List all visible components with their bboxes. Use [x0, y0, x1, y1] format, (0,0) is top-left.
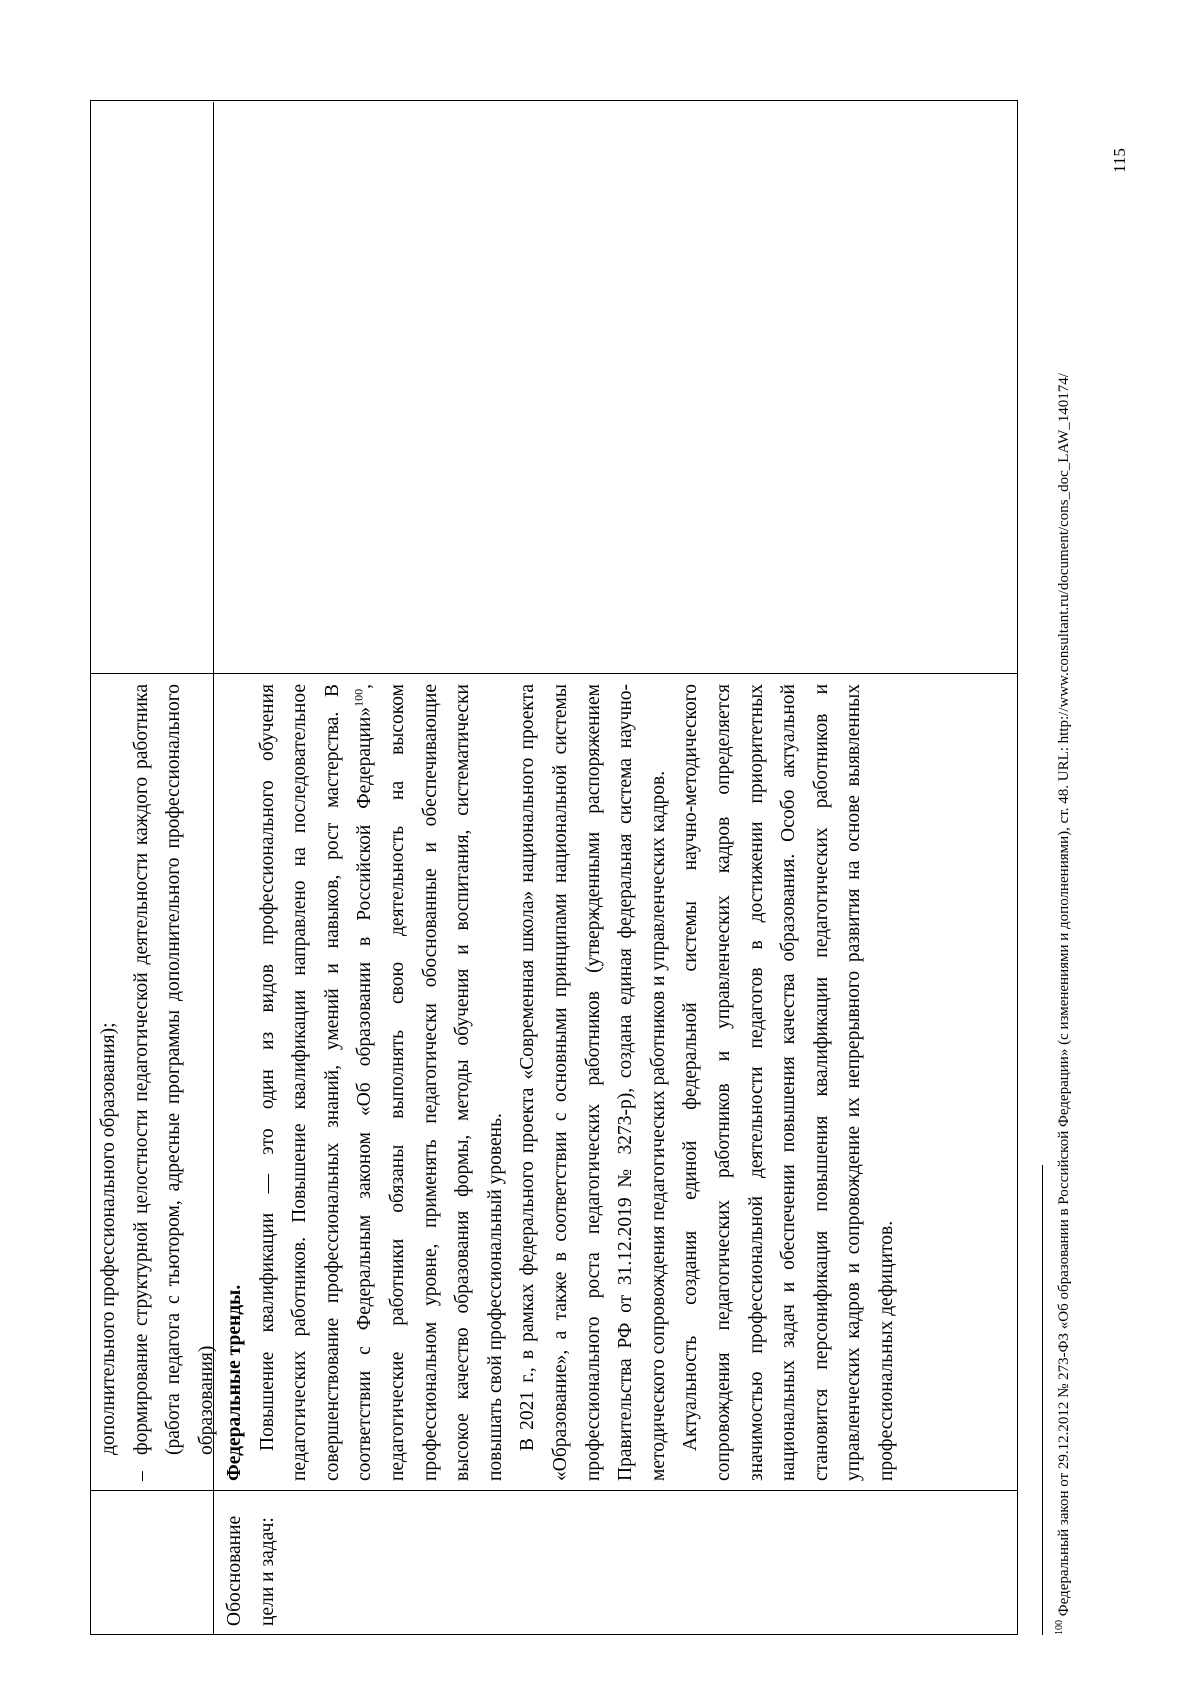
dash-marker: – [130, 1471, 152, 1481]
content-table [90, 100, 1018, 1635]
footnote [1052, 100, 1076, 1635]
table-col-divider-1 [91, 1490, 1017, 1491]
row-label: Обоснование цели и задач: [224, 1515, 278, 1626]
table-row-2-content [219, 684, 903, 1481]
rotated-page [70, 75, 1150, 1635]
section-heading: Федеральные тренды. [224, 1284, 245, 1481]
paragraph-1-text: Повышение квалификации — это один из видов профессионального обучения педагогических работников. Повышение квалификации направлено на последовательное совершенствование профессиональных знаний, умений и навыков, рост мастерства. В соответствии с Федеральным законом «Об образовании в Российской Федерации» [256, 684, 376, 1481]
list-item-prev: дополнительного профессионального образования); [98, 1022, 119, 1455]
table-col-divider-2 [91, 673, 1017, 674]
paragraph-2: В 2021 г., в рамках федерального проекта «Современная школа» национального проекта «Образование», а также в соответствии с основными принципами национальной системы профессионального роста педагогических работников (утвержденными распоряжением Правительства РФ от 31.12.2019 № 3273-р), создана единая федеральная система научно-методического сопровождения педагогических работников и управленческих кадров. [517, 684, 669, 1481]
paragraph-1 [252, 684, 513, 1481]
footnote-text: Федеральный закон от 29.12.2012 № 273-ФЗ «Об образовании в Российской Федерации» (с изменениями и дополнениями), ст. 48. URL: http://www.consultant.ru/document/cons_doc_LAW_140174/ [1056, 373, 1072, 1617]
page-number: 115 [1110, 148, 1129, 173]
footnote-rule [1042, 1165, 1043, 1635]
paragraph-3: Актуальность создания единой федеральной системы научно-методического сопровождения педагогических работников и управленческих кадров определяется значимостью профессиональной деятельности педагогов в достижении приоритетных национальных задач и обеспечении повышения качества образования. Особо актуальной становится персонификация повышения квалификации педагогических работников и управленческих кадров и сопровождение их непрерывного развития на основе выявленных профессиональных дефицитов. [680, 684, 897, 1481]
footnote-mark: 100 [1054, 1620, 1065, 1635]
paragraph-1-text-cont: , педагогические работники обязаны выполнять свою деятельность на высоком профессиональном уровне, применять педагогически обоснованные и обеспечивающие высокое качество образования формы, методы обучения и воспитания, систематически повышать свой профессиональный уровень. [354, 684, 506, 1481]
footnote-ref: 100 [351, 688, 366, 707]
table-row-1-content [93, 684, 223, 1481]
list-item-text: формирование структурной целостности педагогической деятельности каждого работника (работа педагога с тьютором, адресные программы дополнительного профессионального образования) [130, 684, 217, 1455]
list-item-dash [126, 684, 224, 1481]
